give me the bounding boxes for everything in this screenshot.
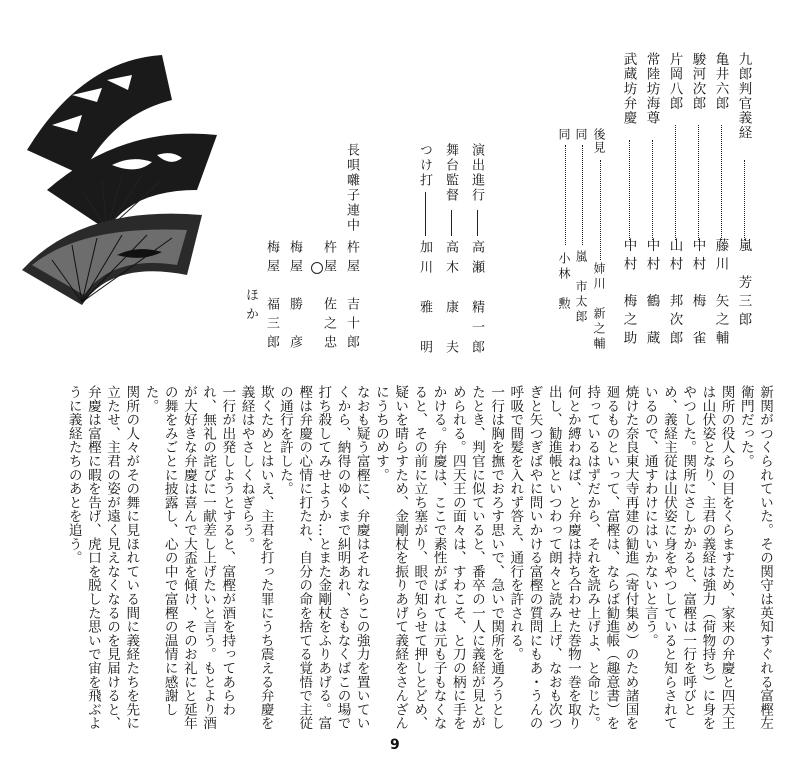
- music-name: 杵屋 吉十郎: [344, 240, 359, 354]
- staff-role: 演出進行: [469, 143, 484, 203]
- circle-icon: [311, 262, 323, 274]
- cast-role: 片岡八郎: [666, 52, 683, 111]
- cast-actor: 嵐 芳三郎: [735, 238, 752, 331]
- music-others: ほか: [243, 288, 258, 326]
- synopsis-text: [65, 385, 774, 730]
- paragraph: 欺くためとはいえ、主君を打った罪にうち震える弁慶を義経はやさしくねぎらう。: [238, 385, 274, 730]
- paragraph: 一行は胸を撫でおろす思いで、急いで関所を通ろうとしたとき、判官に似ていると、番卒の一人に義経が見とがめられる。四天王の面々は、すわこそ、と刀の柄に手をかける。弁慶は、ここで素性がばれては元も子もなくなると、その前に立ち塞がり、眼で知らせて押しとどめ、疑いを晴らすため、金剛杖を振りあげて義経をさんざんにうちのめす。: [372, 385, 505, 730]
- cast-actor: 中村 梅之助: [620, 238, 637, 349]
- music-name: 梅屋 勝 彦: [287, 240, 302, 354]
- paragraph: 関所の人々がその舞に見ほれている間に義経たちを先に立たせ、主君の姿が遠く見えなくなるのを見届けると、弁慶は富樫に暇を告げ、虎口を脱した思いで宙を飛ぶように義経たちのあとを追う。: [65, 385, 140, 730]
- kouken-label: 後見: [592, 128, 606, 154]
- paragraph: 関所の役人らの目をくらますため、家来の弁慶と四天王は山伏姿となり、主君の義経は強力（荷物持ち）に身をやつした。関所にさしかかると、富樫は一行を呼びとめ、義経主従は山伏姿に身をやつしていると知らされているので、通すわけにはいかないと言う。: [641, 385, 735, 730]
- cast-role: 亀井六郎: [712, 52, 729, 111]
- kouken-actor: 嵐 市太郎: [574, 250, 588, 325]
- kouken-actor: 姉川 新之輔: [592, 262, 606, 352]
- folding-fans-illustration: [12, 40, 217, 310]
- staff-name: 加川 雅 明: [417, 240, 432, 360]
- cast-role: 九郎判官義経: [735, 52, 752, 141]
- kouken-actor: 小林 勲: [557, 252, 571, 312]
- paragraph: 新関がつくられていた。その関守は英知すぐれる富樫左衛門だった。: [737, 385, 773, 730]
- cast-role: 駿河次郎: [689, 52, 706, 111]
- music-heading: 長唄囃子連中: [344, 143, 359, 233]
- cast-actor: 中村 梅 雀: [689, 238, 706, 349]
- paragraph: なおも疑う富樫に、弁慶はそれならこの強力を置いていくから、納得のゆくまで糾明あれ、さもなくばこの場で打ち殺してみせようか…とまた金剛杖をふりあげる。富樫は弁慶の心情に打たれ、自分の命を捨てる覚悟で主従の通行を許した。: [276, 385, 370, 730]
- cast-actor: 山村 邦次郎: [666, 238, 683, 349]
- paragraph: 一行が出発しようとすると、富樫が酒を持ってあらわれ、無礼の詫びに一献差し上げたいと言う。もとより酒が大好きな弁慶は喜んで大盃を傾け、そのお礼にと延年の舞をみごとに披露し、心の中で富樫の温情に感謝した。: [142, 385, 236, 730]
- page-number: 9: [390, 737, 400, 753]
- staff-role: つけ打: [417, 143, 432, 188]
- cast-actor: 中村 鶴 蔵: [643, 238, 660, 349]
- cast-actor: 藤川 矢之輔: [712, 238, 729, 349]
- staff-name: 高瀬 精一郎: [469, 240, 484, 360]
- paragraph: 焼けた奈良東大寺再建の勧進（寄付集め）のため諸国を廻るものといって、富樫は、ならば勧進帳（趣意書）を持っているはずだから、それを読み上げよ、と命じた。何とか縛わねば、と弁慶は持ち合わせた巻物一巻を取り出し、勧進帳といつわって朗々と読み上げ、なおも次つぎと矢つぎばやに問いかける富樫の質問にもあ・うんの呼吸で間髪を入れず答え、通行を許される。: [507, 385, 639, 730]
- music-name: 梅屋 福三郎: [264, 240, 279, 354]
- cast-role: 武蔵坊弁慶: [620, 52, 637, 126]
- staff-name: 高木 康 夫: [443, 240, 458, 360]
- music-name: 杵屋 佐之忠: [321, 240, 336, 354]
- cast-role: 常陸坊海尊: [643, 52, 660, 126]
- kouken-prefix: 同: [557, 128, 571, 141]
- kouken-prefix: 同: [574, 128, 588, 141]
- staff-role: 舞台監督: [443, 143, 458, 203]
